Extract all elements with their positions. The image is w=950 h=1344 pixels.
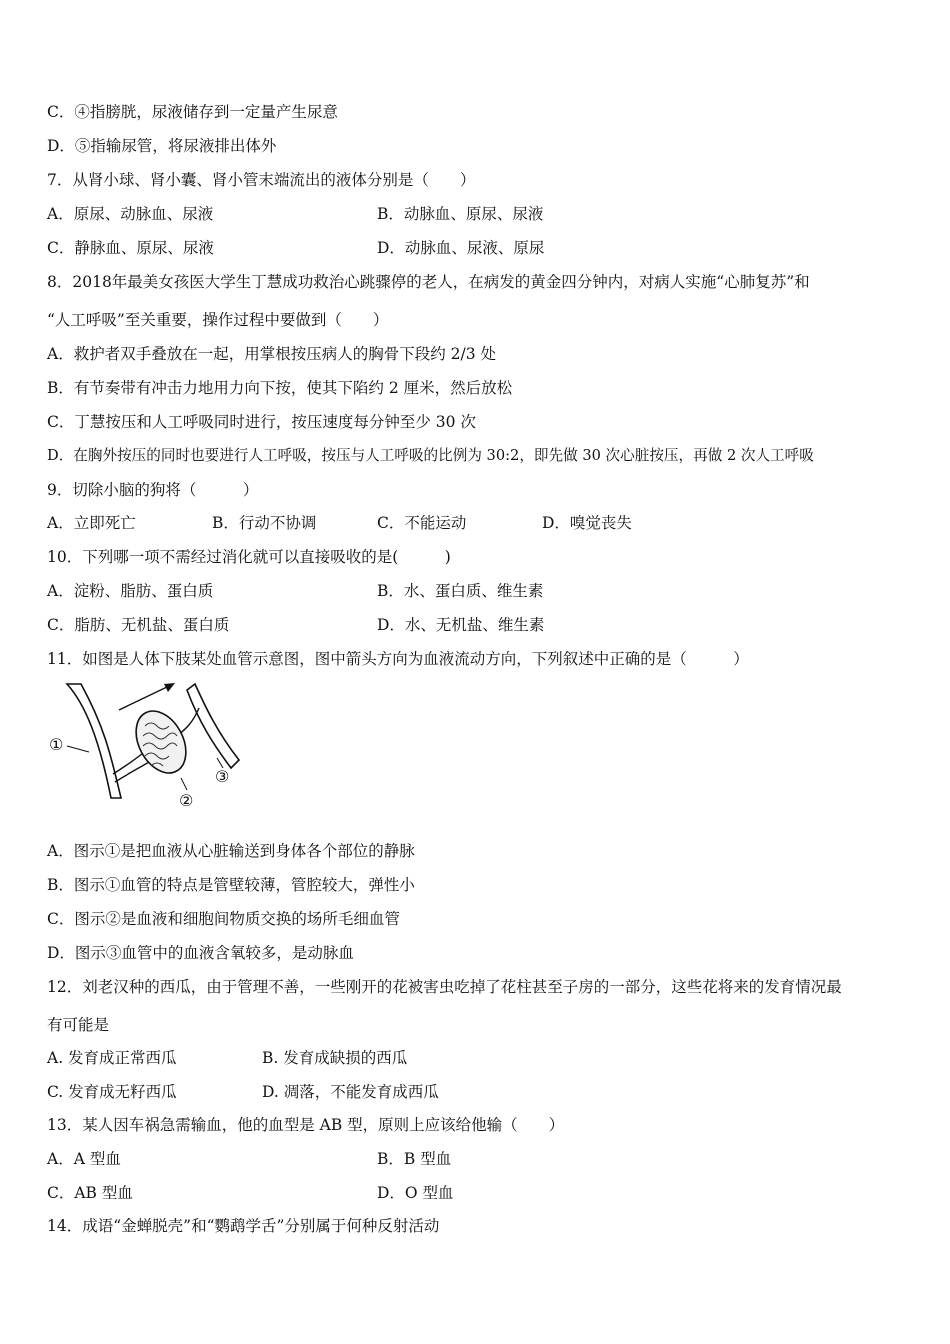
- q6-option-d: D．⑤指输尿管，将尿液排出体外: [47, 137, 277, 155]
- q9-option-a: A．立即死亡: [47, 514, 136, 532]
- q11-stem: 11．如图是人体下肢某处血管示意图，图中箭头方向为血液流动方向，下列叙述中正确的是（ ）: [47, 650, 749, 668]
- q9-option-d: D．嗅觉丧失: [542, 514, 632, 532]
- q13-stem: 13．某人因车祸急需输血，他的血型是 AB 型，原则上应该给他输（ ）: [47, 1116, 565, 1134]
- q11-option-a: A．图示①是把血液从心脏输送到身体各个部位的静脉: [47, 842, 415, 860]
- q8-option-b: B．有节奏带有冲击力地用力向下按，使其下陷约 2 厘米，然后放松: [47, 379, 513, 397]
- q13-option-a: A．A 型血: [47, 1150, 121, 1168]
- label-1-leader: [67, 746, 89, 752]
- q7-option-a: A．原尿、动脉血、尿液: [47, 205, 214, 223]
- q11-option-c: C．图示②是血液和细胞间物质交换的场所毛细血管: [47, 910, 400, 928]
- q13-option-b: B．B 型血: [377, 1150, 452, 1168]
- q7-option-d: D．动脉血、尿液、原尿: [377, 239, 545, 257]
- blood-vessel-figure: [47, 678, 247, 818]
- q9-stem: 9．切除小脑的狗将（ ）: [47, 481, 259, 499]
- q10-option-a: A．淀粉、脂肪、蛋白质: [47, 582, 214, 600]
- q6-option-c: C．④指膀胱，尿液储存到一定量产生尿意: [47, 103, 338, 121]
- q10-option-b: B．水、蛋白质、维生素: [377, 582, 544, 600]
- flow-arrow-shaft: [119, 686, 169, 710]
- label-2: ②: [179, 791, 194, 810]
- q12-option-c: C. 发育成无籽西瓜: [47, 1083, 177, 1101]
- q11-option-d: D．图示③血管中的血液含氧较多，是动脉血: [47, 944, 354, 962]
- vessel-3-branch: [187, 684, 239, 768]
- q8-stem-line2: “人工呼吸”至关重要，操作过程中要做到（ ）: [47, 311, 389, 329]
- q11-option-b: B．图示①血管的特点是管壁较薄，管腔较大，弹性小: [47, 876, 415, 894]
- q8-option-a: A．救护者双手叠放在一起，用掌根按压病人的胸骨下段约 2/3 处: [47, 345, 496, 363]
- q14-stem: 14．成语“金蝉脱壳”和“鹦鹉学舌”分别属于何种反射活动: [47, 1217, 440, 1235]
- label-3: ③: [215, 767, 230, 786]
- q10-option-c: C．脂肪、无机盐、蛋白质: [47, 616, 230, 634]
- q10-option-d: D．水、无机盐、维生素: [377, 616, 545, 634]
- label-1: ①: [49, 735, 64, 754]
- q12-option-a: A. 发育成正常西瓜: [47, 1049, 177, 1067]
- q7-stem: 7．从肾小球、肾小囊、肾小管末端流出的液体分别是（ ）: [47, 171, 476, 189]
- q12-stem-line1: 12．刘老汉种的西瓜，由于管理不善，一些刚开的花被害虫吃掉了花柱甚至子房的一部分，这些花将来的发育情况最: [47, 978, 842, 996]
- q7-option-b: B．动脉血、原尿、尿液: [377, 205, 544, 223]
- q10-stem: 10．下列哪一项不需经过消化就可以直接吸收的是( ): [47, 548, 451, 566]
- label-2-leader: [181, 778, 187, 790]
- q9-option-c: C．不能运动: [377, 514, 467, 532]
- q9-option-b: B．行动不协调: [212, 514, 317, 532]
- q13-option-d: D．O 型血: [377, 1184, 454, 1202]
- q13-option-c: C．AB 型血: [47, 1184, 133, 1202]
- q12-option-b: B. 发育成缺损的西瓜: [262, 1049, 408, 1067]
- q12-option-d: D. 凋落，不能发育成西瓜: [262, 1083, 439, 1101]
- vessel-1-branch: [67, 684, 121, 798]
- q7-option-c: C．静脉血、原尿、尿液: [47, 239, 214, 257]
- q8-stem-line1: 8．2018年最美女孩医大学生丁慧成功救治心跳骤停的老人，在病发的黄金四分钟内，对病人实施“心肺复苏”和: [47, 273, 810, 291]
- q8-option-c: C．丁慧按压和人工呼吸同时进行，按压速度每分钟至少 30 次: [47, 413, 476, 431]
- vessel-connection-left-2: [115, 762, 149, 782]
- q12-stem-line2: 有可能是: [47, 1016, 110, 1034]
- q8-option-d: D．在胸外按压的同时也要进行人工呼吸，按压与人工呼吸的比例为 30:2，即先做 30 次心脏按压，再做 2 次人工呼吸: [47, 447, 814, 464]
